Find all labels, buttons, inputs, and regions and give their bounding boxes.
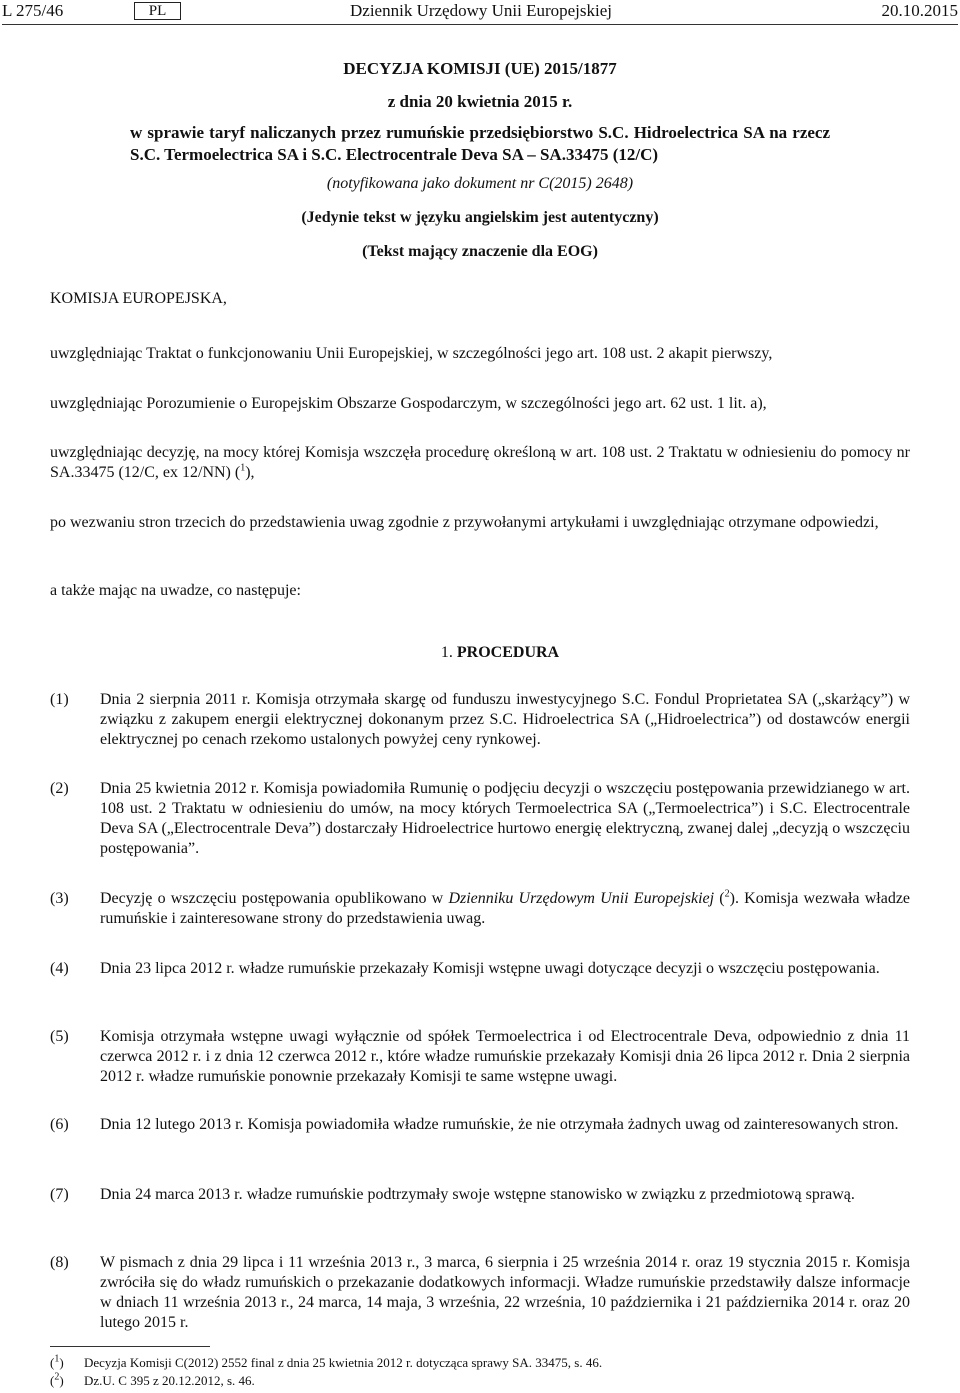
- journal-name-italic: Dzienniku Urzędowym Unii Europejskiej: [448, 890, 715, 907]
- decision-subject-line2: S.C. Termoelectrica SA i S.C. Electrocentrale Deva SA – SA.33475 (12/C): [130, 145, 659, 164]
- page-reference: L 275/46: [2, 1, 64, 20]
- recital-text: Dnia 12 lutego 2013 r. Komisja powiadomiła władze rumuńskie, że nie otrzymała żadnych uwag od zainteresowanych stron.: [100, 1116, 899, 1133]
- footnote-paren-open: (: [50, 1373, 55, 1388]
- recital-text-b: (: [714, 890, 725, 907]
- footnote-paren-close: ): [59, 1373, 64, 1388]
- footnote-divider: [50, 1346, 210, 1347]
- section-heading: [0, 642, 960, 664]
- footnote-paren-open: (: [50, 1355, 55, 1370]
- citation-opening-text: uwzględniając decyzję, na mocy której Komisja wszczęła procedurę określoną w art. 108 ust. 2 Traktatu w odniesieniu do pomocy nr SA.33475 (12/C, ex 12/NN) (: [50, 444, 910, 481]
- footnote-ref-2[interactable]: 2: [724, 888, 730, 900]
- recital-number: (1): [50, 691, 69, 708]
- authentic-language-note: (Jedynie tekst w języku angielskim jest autentyczny): [301, 209, 659, 226]
- language-badge: PL: [134, 2, 181, 20]
- publication-date: 20.10.2015: [881, 1, 958, 20]
- recital-text: Dnia 23 lipca 2012 r. władze rumuńskie przekazały Komisji wstępne uwagi dotyczące decyzji o wszczęciu postępowania.: [100, 960, 880, 977]
- citation-opening-decision: [50, 443, 910, 483]
- recital-text-c: ). Komisja wezwała władze rumuńskie i zainteresowane strony do przedstawienia uwag.: [100, 890, 911, 927]
- footnote-text: Decyzja Komisji C(2012) 2552 final z dnia 25 kwietnia 2012 r. dotycząca sprawy SA. 33475, s. 46.: [84, 1355, 603, 1370]
- recital-text: Dnia 24 marca 2013 r. władze rumuńskie podtrzymały swoje wstępne stanowisko w związku z przedmiotową sprawą.: [100, 1186, 855, 1203]
- citation-opening-end: ),: [245, 464, 255, 481]
- recital-text: W pismach z dnia 29 lipca i 11 września 2013 r., 3 marca, 6 sierpnia i 25 września 2014 r. oraz 19 stycznia 2015 r. Komisja zwróciła się do władz rumuńskich o przekazanie dodatkowych informacji. Władze rumuńskie przedstawiły dalsze informacje w dniach 11 września 2013 r., 24 marca, 14 maja, 3 września, 22 września, 10 października i 21 października 2014 r. oraz 20 lutego 2015 r.: [100, 1254, 910, 1331]
- footnote-mark: [50, 1355, 64, 1371]
- recital-number: (2): [50, 780, 69, 797]
- whereas-clause: a także mając na uwadze, co następuje:: [50, 582, 301, 599]
- footnote-mark: [50, 1373, 64, 1389]
- citation-eea-agreement: uwzględniając Porozumienie o Europejskim Obszarze Gospodarczym, w szczególności jego art. 62 ust. 1 lit. a),: [50, 395, 767, 412]
- recital-number: (8): [50, 1254, 69, 1271]
- decision-subject: [130, 122, 830, 166]
- recital-number: (7): [50, 1186, 69, 1203]
- footnote-ref-1[interactable]: 1: [240, 462, 246, 474]
- footnote-number: 2: [54, 1371, 60, 1383]
- footnote-number: 1: [54, 1353, 60, 1365]
- recital-text: [100, 889, 910, 929]
- section-title: PROCEDURA: [456, 644, 560, 661]
- citation-third-parties: po wezwaniu stron trzecich do przedstawienia uwag zgodnie z przywołanymi artykułami i uwzględniając otrzymane odpowiedzi,: [50, 514, 879, 531]
- recital-text: Dnia 25 kwietnia 2012 r. Komisja powiadomiła Rumunię o podjęciu decyzji o wszczęciu postępowania przewidzianego w art. 108 ust. 2 Traktatu w odniesieniu do umów, na mocy których Termoelectrica SA („Termoelectrica”) i S.C. Electrocentrale Deva SA („Electrocentrale Deva”) dostarczały Hidroelectrice hurtowo energię elektryczną, zwanej dalej „decyzją o wszczęciu postępowania”.: [100, 780, 910, 857]
- notification-note: (notyfikowana jako dokument nr C(2015) 2648): [326, 175, 634, 192]
- recital-number: (5): [50, 1028, 69, 1045]
- footnote-paren-close: ): [59, 1355, 64, 1370]
- decision-subject-line1: w sprawie taryf naliczanych przez rumuńskie przedsiębiorstwo S.C. Hidroelectrica SA na rzecz: [130, 123, 830, 142]
- recital-text-a: Decyzję o wszczęciu postępowania opublikowano w: [100, 890, 449, 907]
- citation-tfeu: uwzględniając Traktat o funkcjonowaniu Unii Europejskiej, w szczególności jego art. 108 ust. 2 akapit pierwszy,: [50, 345, 773, 362]
- recital-number: (4): [50, 960, 69, 977]
- institution-name: KOMISJA EUROPEJSKA,: [50, 290, 227, 307]
- decision-date: z dnia 20 kwietnia 2015 r.: [387, 92, 573, 111]
- recital-number: (3): [50, 890, 69, 907]
- section-number: 1.: [440, 644, 453, 661]
- recital-text: Komisja otrzymała wstępne uwagi wyłącznie od spółek Termoelectrica i od Electrocentrale Deva, odpowiednio z dnia 11 czerwca 2012 r. i z dnia 12 czerwca 2012 r., które władze rumuńskie przekazały Komisji dnia 26 lipca 2012 r. Dnia 2 sierpnia 2012 r. władze rumuńskie ponownie przekazały Komisji te same wstępne uwagi.: [100, 1028, 910, 1085]
- decision-title: DECYZJA KOMISJI (UE) 2015/1877: [343, 59, 617, 78]
- recital-text: Dnia 2 sierpnia 2011 r. Komisja otrzymała skargę od funduszu inwestycyjnego S.C. Fondul Proprietatea SA („skarżący”) w związku z zakupem energii elektrycznej dokonanym przez S.C. Hidroelectrica SA („Hidroelectrica”) od dostawców energii elektrycznej po cenach rzekomo ustalonych powyżej ceny rynkowej.: [100, 691, 910, 748]
- recital-number: (6): [50, 1116, 69, 1133]
- journal-title: Dziennik Urzędowy Unii Europejskiej: [350, 1, 613, 20]
- eea-relevance-note: (Tekst mający znaczenie dla EOG): [362, 243, 598, 260]
- header-divider: [2, 24, 958, 25]
- footnote-text: Dz.U. C 395 z 20.12.2012, s. 46.: [84, 1373, 255, 1388]
